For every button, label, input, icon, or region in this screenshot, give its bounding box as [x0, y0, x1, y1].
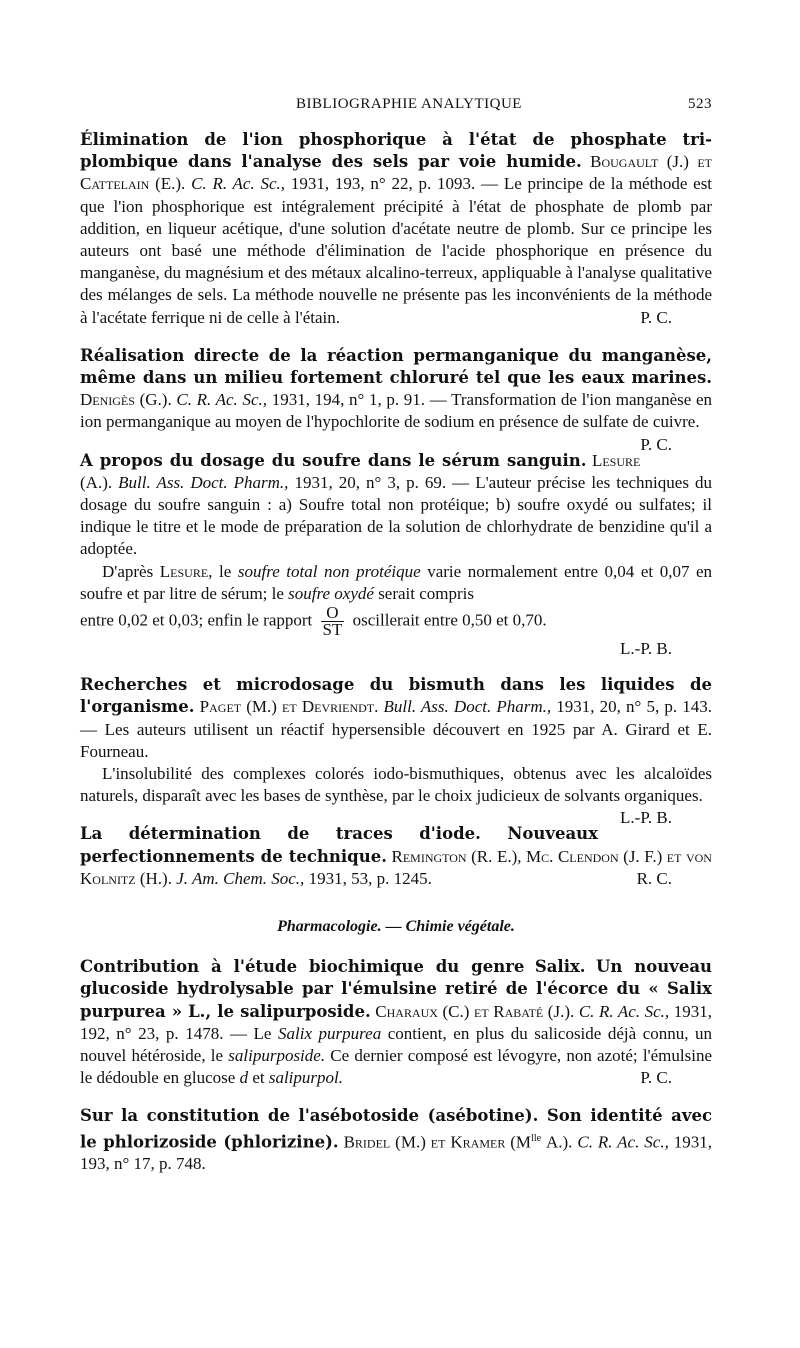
entry-phosphate — [80, 129, 712, 329]
entry-title: Un nouveau glucoside hydrolysable par l'émulsine retiré de l'écorce du « Salix purpurea » L., le salipurposide. — [80, 957, 713, 1021]
entry-body: L'auteur précise les techniques du dosage du soufre sanguin : a) Soufre total non protéique; b) soufre oxydé ou sulfates; il indique le titre et le mode de préparation de la solution de chlorhydrate de benzidine qu'il a adoptée. — [80, 472, 712, 559]
entry-authors: Bougault (J.) et Cattelain (E.). — [80, 152, 712, 194]
entry-journal: Bull. Ass. Doct. Pharm., — [118, 472, 289, 492]
entry-soufre — [80, 450, 712, 661]
entry-signature: L.-P. B. — [620, 639, 672, 659]
text-fragment: Ce dernier composé est lévogyre, non azoté; l'émulsine le dédouble en glucose — [80, 1045, 712, 1088]
entry-authors: Denigès (G.). — [80, 390, 172, 410]
section-right: Chimie végétale. — [405, 918, 515, 936]
section-heading — [80, 918, 712, 936]
header-title: BIBLIOGRAPHIE ANALYTIQUE — [296, 96, 522, 112]
running-header — [80, 96, 712, 120]
entry-citation: 1931, 194, n° 1, p. 91. — — [271, 390, 447, 410]
formula-line — [80, 605, 712, 638]
section-dash: — — [385, 918, 402, 936]
entry-authors: Lesure (A.). — [80, 450, 641, 492]
text-fragment: et — [252, 1068, 265, 1088]
entry-body: Le principe de la méthode est que l'ion phosphorique est intégralement précipité à l'état de phosphate de plomb par addition, en liqueur acétique, d'une solution d'acétate neutre de plomb. Sur ce principe les auteurs ont basé une méthode d'élimination de l'acide phosphorique en présence du manganèse, du magnésium et des métaux alcalino-terreux, appliquable à l'analyse qualitative des mélanges de sels. La méthode nouvelle ne présente pas les inconvénients de la méthode à l'acétate ferrique ni de celle à l'étain. — [80, 174, 713, 327]
entry-authors: Bridel (M.) et Kramer (M — [343, 1132, 532, 1152]
italic-term: Salix purpurea — [278, 1023, 382, 1043]
page-number: 523 — [688, 96, 712, 112]
page — [80, 96, 712, 1176]
entry-title: Élimination de l'ion phosphorique à l'état de phosphate tri-plombique dans l'analyse des sels par voie humide. — [80, 130, 712, 172]
text-fragment: serait compris — [378, 583, 475, 603]
text-fragment: varie normalement entre 0,04 et 0,07 en soufre et par litre de sérum; le — [80, 561, 713, 603]
entry-signature: P. C. — [640, 434, 672, 454]
italic-term: soufre total non protéique — [237, 561, 421, 581]
entry-permanganique — [80, 345, 712, 454]
fraction-numerator: O — [321, 605, 345, 622]
italic-term: d — [239, 1068, 249, 1088]
entry-title: Recherches et microdosage du bismuth dans les liquides de l'organisme. — [80, 675, 712, 717]
entry-authors: A.). — [545, 1132, 573, 1152]
entry-citation: 1931, 193, n° 17, p. 748. — [80, 1132, 713, 1174]
entry-citation: 1931, 193, n° 22, p. 1093. — — [290, 174, 499, 194]
entry-authors: Paget (M.) et Devriendt. — [199, 697, 379, 717]
text-fragment: oscillerait entre 0,50 et 0,70. — [352, 610, 547, 630]
text-fragment: entre 0,02 et 0,03; enfin le rapport — [80, 610, 313, 630]
text-fragment: D'après — [102, 561, 154, 581]
entry-title: Sur la constitution de l'asébotoside (asébotine). Son identité avec le phlorizoside (phlorizine). — [80, 1106, 712, 1152]
entry-journal: C. R. Ac. Sc., — [578, 1001, 670, 1021]
entry-iode — [80, 823, 712, 890]
entry-title: La détermination de traces d'iode. Nouveaux perfectionnements de technique. — [80, 824, 599, 866]
section-left: Pharmacologie. — [277, 918, 382, 936]
entry-title: Réalisation directe de la réaction permanganique du manganèse, même dans un milieu fortement chloruré tel que les eaux marines. — [80, 345, 712, 388]
entry-title: Salix. — [534, 957, 586, 977]
fraction-denominator: ST — [322, 620, 343, 640]
entry-title: Contribution à l'étude biochimique du genre — [80, 957, 525, 977]
entry-bismuth — [80, 674, 713, 828]
entry-body: Transformation de l'ion manganèse en ion permanganique au moyen de l'hypochlorite de sodium en présence de sulfate de cuivre. — [80, 390, 712, 432]
entry-asebotoside — [80, 1105, 712, 1175]
entry-signature: R. C. — [636, 868, 672, 888]
entry-signature: L.-P. B. — [620, 808, 672, 828]
italic-term: soufre oxydé — [288, 583, 374, 603]
entry-citation: 1931, 53, p. 1245. — [308, 868, 432, 888]
entry-citation: 1931, 20, n° 3, p. 69. — — [294, 472, 470, 492]
entry-authors: Remington (R. E.), Mc. Clendon (J. F.) et von Kolnitz (H.). — [80, 846, 712, 888]
entry-title: A propos du dosage du soufre dans le sérum sanguin. — [80, 450, 587, 470]
entry-journal: J. Am. Chem. Soc., — [176, 868, 305, 888]
author-name: Lesure, — [159, 561, 213, 581]
entry-journal: C. R. Ac. Sc., — [577, 1132, 669, 1152]
entry-signature: P. C. — [640, 1068, 672, 1088]
entry-citation: 1931, 192, n° 23, p. 1478. — — [80, 1001, 713, 1043]
entry-journal: C. R. Ac. Sc., — [191, 174, 286, 194]
text-fragment: contient, en plus du salicoside déjà connu, un nouvel hétéroside, le — [80, 1023, 713, 1065]
entry-signature: P. C. — [640, 307, 672, 327]
text-fragment: Le — [253, 1023, 272, 1043]
entry-body-2: L'insolubilité des complexes colorés iodo-bismuthiques, obtenus avec les alcaloïdes naturels, disparaît avec les bases de synthèse, par le choix judicieux de solvants organiques. — [80, 764, 712, 806]
italic-term: salipurpol. — [268, 1068, 343, 1088]
entry-authors: Charaux (C.) et Rabaté (J.). — [375, 1001, 575, 1021]
entry-journal: C. R. Ac. Sc., — [176, 390, 268, 410]
fraction — [321, 605, 345, 638]
italic-term: salipurposide. — [228, 1045, 326, 1065]
superscript: lle — [531, 1132, 542, 1144]
text-fragment: le — [219, 561, 232, 581]
entry-journal: Bull. Ass. Doct. Pharm., — [383, 697, 552, 717]
entry-body: Les auteurs utilisent un réactif hypersensible découvert en 1925 par A. Girard et E. Fourneau. — [80, 719, 712, 761]
entry-salix — [80, 956, 712, 1089]
entry-citation: 1931, 20, n° 5, p. 143. — — [80, 697, 713, 739]
